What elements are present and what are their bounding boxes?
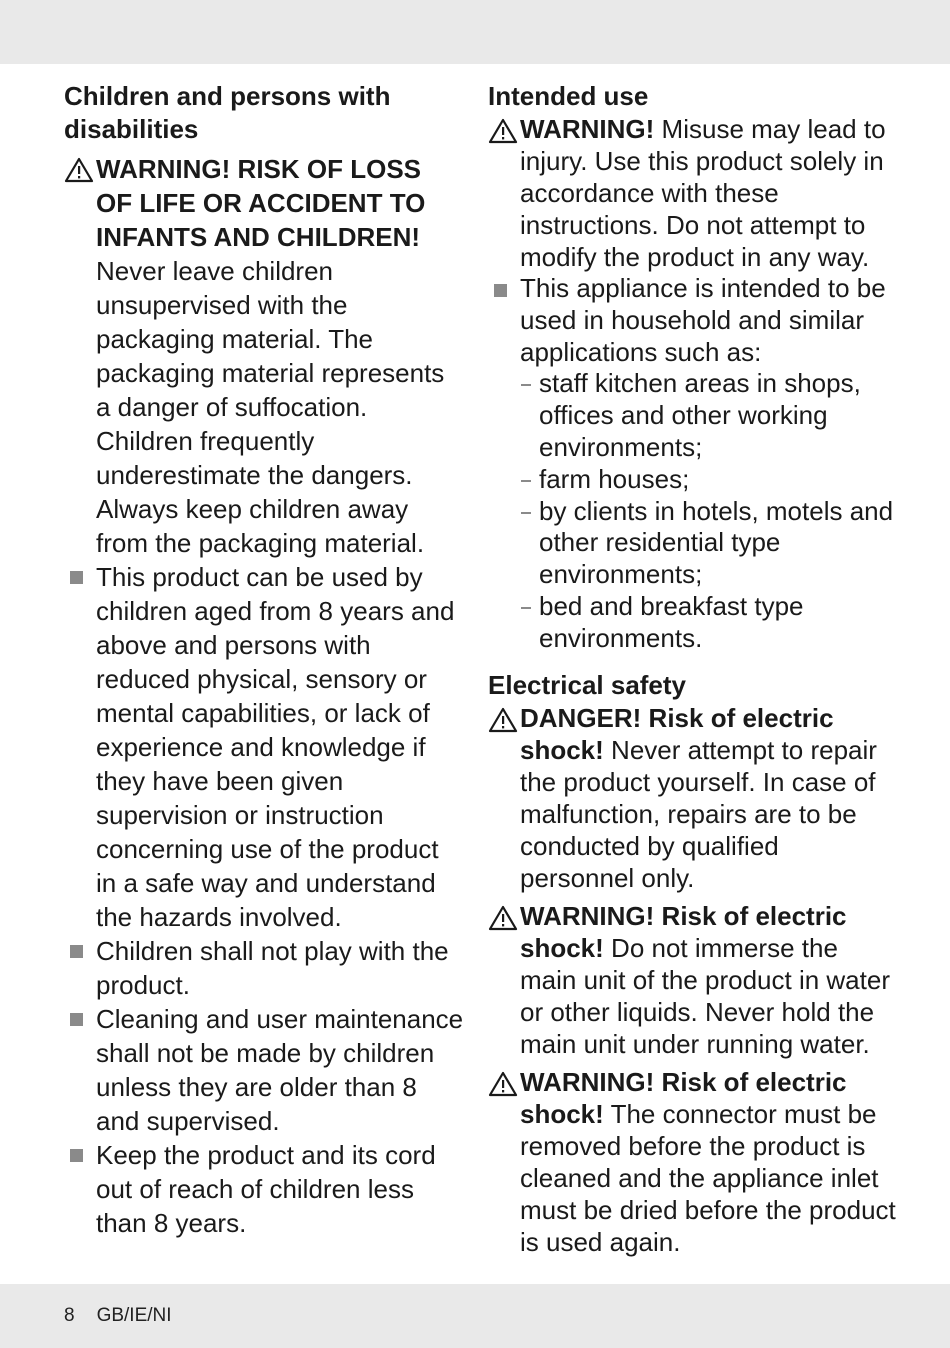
section-heading-children: Children and persons with disabilities [64, 81, 391, 144]
dash-marker [521, 480, 531, 482]
dash-text: staff kitchen areas in shops, offices and other working environments; [539, 368, 861, 462]
warning-text: The connector must be removed before the product is cleaned and the appliance inlet must be dried before the product is used again. [520, 1098, 896, 1257]
warning-children [64, 152, 464, 254]
warning-bold: WARNING! Risk of electric shock! [520, 900, 847, 963]
page-number: 8 [64, 1305, 75, 1326]
right-column [488, 80, 898, 1258]
warning-bold: WARNING! Risk of electric shock! [520, 1066, 847, 1129]
dash-marker [521, 512, 531, 514]
dash-item [488, 464, 898, 496]
bullet-text: Cleaning and user maintenance shall not be made by children unless they are older than 8 and supervised. [96, 1004, 464, 1136]
warning-triangle-icon [488, 118, 518, 144]
warning-text: Do not immerse the main unit of the product in water or other liquids. Never hold the main unit under running water. [520, 932, 890, 1059]
bullet-text: This appliance is intended to be used in household and similar applications such as: [520, 273, 886, 367]
warning-title: WARNING! RISK OF LOSS OF LIFE OR ACCIDENT TO INFANTS AND CHILDREN! [96, 154, 426, 252]
warning-text: Never attempt to repair the product yourself. In case of malfunction, repairs are to be conducted by qualified personnel only. [520, 734, 877, 893]
warning-text: Misuse may lead to injury. Use this product solely in accordance with these instructions. Do not attempt to modify the product in any way. [520, 114, 886, 272]
warning-electric-1 [488, 702, 898, 894]
square-bullet-icon [70, 571, 83, 584]
warning-body-2: Children frequently underestimate the dangers. Always keep children away from the packaging material. [96, 426, 425, 558]
dash-item [488, 591, 898, 655]
header-band [0, 0, 950, 64]
left-column [64, 80, 464, 1240]
dash-item [488, 496, 898, 591]
warning-triangle-icon [488, 1071, 518, 1097]
warning-triangle-icon [64, 157, 94, 183]
warning-bold: WARNING! [520, 114, 655, 144]
square-bullet-icon [494, 284, 507, 297]
bullet-text: Children shall not play with the product. [96, 936, 449, 1000]
list-item [488, 273, 898, 368]
warning-electric-2 [488, 900, 898, 1060]
section-heading-electrical-safety: Electrical safety [488, 669, 687, 700]
list-item [64, 560, 464, 934]
bullet-text: This product can be used by children aged from 8 years and above and persons with reduced physical, sensory or mental capabilities, or lack of experience and knowledge if they have been given supervision or instruction concerning use of the product in a safe way and understand the hazards involved. [96, 562, 455, 932]
dash-text: farm houses; [539, 463, 690, 494]
dash-marker [521, 384, 531, 386]
dash-text: bed and breakfast type environments. [539, 590, 804, 653]
square-bullet-icon [70, 945, 83, 958]
page-footer [64, 1305, 172, 1327]
list-item [64, 1002, 464, 1138]
bullet-text: Keep the product and its cord out of reach of children less than 8 years. [96, 1140, 436, 1238]
warning-bold: DANGER! Risk of electric shock! [520, 702, 834, 765]
square-bullet-icon [70, 1149, 83, 1162]
section-heading-intended-use: Intended use [488, 81, 649, 111]
warning-triangle-icon [488, 905, 518, 931]
dash-item [488, 368, 898, 463]
region-code: GB/IE/NI [96, 1305, 172, 1326]
list-item [64, 934, 464, 1002]
warning-intended-use [488, 113, 898, 273]
warning-body-1: Never leave children unsupervised with the packaging material. The packaging material represents a danger of suffocation. [96, 256, 445, 422]
warning-triangle-icon [488, 707, 518, 733]
dash-marker [521, 607, 531, 609]
list-item [64, 1138, 464, 1240]
warning-electric-3 [488, 1066, 898, 1258]
square-bullet-icon [70, 1013, 83, 1026]
dash-text: by clients in hotels, motels and other residential type environments; [539, 495, 894, 590]
